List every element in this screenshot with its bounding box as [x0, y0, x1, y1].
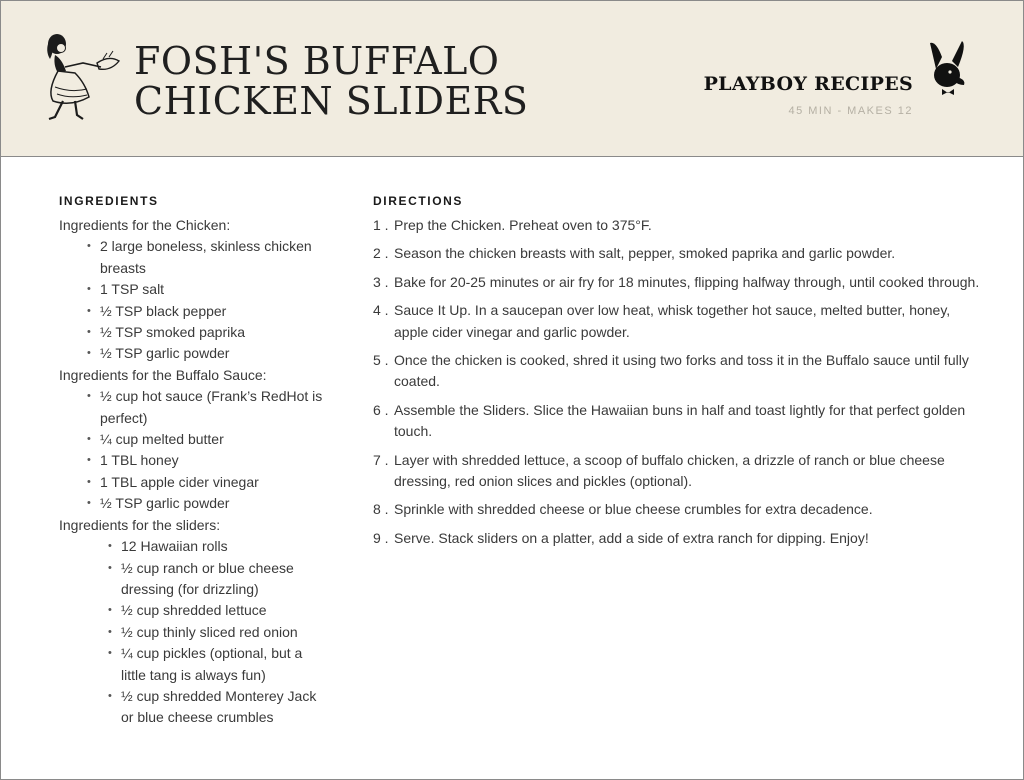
directions-column [373, 194, 988, 556]
ingredient-item: • ½ cup thinly sliced red onion [59, 622, 329, 643]
step-number: 6 . [373, 401, 389, 418]
recipe-meta: 45 MIN - MAKES 12 [788, 105, 913, 117]
recipe-title [134, 41, 528, 121]
ingredient-item: • ½ cup ranch or blue cheese dressing (for drizzling) [59, 558, 329, 601]
step-number: 4 . [373, 302, 389, 319]
step-number: 8 . [373, 501, 389, 518]
step-text: Once the chicken is cooked, shred it using two forks and toss it in the Buffalo sauce until fully coated. [394, 352, 969, 390]
recipe-title-line-2: CHICKEN SLIDERS [134, 79, 529, 123]
ingredient-item: • 2 large boneless, skinless chicken breasts [59, 236, 329, 279]
ingredient-item: • 1 TSP salt [59, 279, 329, 300]
step-text: Assemble the Sliders. Slice the Hawaiian buns in half and toast lightly for that perfect golden touch. [394, 401, 966, 440]
ingredient-item: • ½ cup shredded Monterey Jack or blue cheese crumbles [59, 686, 329, 729]
direction-step [373, 215, 988, 236]
ingredient-group-heading: Ingredients for the sliders: [59, 516, 221, 533]
direction-step [373, 450, 988, 493]
direction-step [373, 499, 988, 520]
recipe-header [1, 1, 1023, 157]
step-number: 9 . [373, 529, 389, 546]
direction-step [373, 300, 988, 343]
playboy-bunny-logo-icon [926, 39, 968, 99]
direction-step [373, 272, 988, 293]
ingredient-item: • ½ TSP black pepper [59, 301, 329, 322]
ingredient-item: • ½ cup hot sauce (Frank’s RedHot is perfect) [59, 386, 329, 429]
step-number: 1 . [373, 217, 389, 233]
ingredients-title: INGREDIENTS [59, 194, 159, 208]
ingredients-column [59, 194, 329, 729]
direction-step [373, 350, 988, 393]
ingredient-group-heading: Ingredients for the Buffalo Sauce: [59, 366, 267, 383]
pinup-chef-illustration-icon [41, 31, 121, 123]
directions-title: DIRECTIONS [373, 194, 464, 208]
ingredient-item: • 12 Hawaiian rolls [59, 536, 329, 557]
brand-name: PLAYBOY RECIPES [703, 73, 913, 95]
step-text: Bake for 20-25 minutes or air fry for 18 minutes, flipping halfway through, until cooked through. [394, 273, 980, 290]
ingredient-item: • ½ cup shredded lettuce [59, 600, 329, 621]
ingredient-list [59, 236, 329, 364]
step-text: Layer with shredded lettuce, a scoop of buffalo chicken, a drizzle of ranch or blue cheese dressing, red onion slices and pickles (optional). [394, 451, 945, 490]
ingredient-item: • 1 TBL apple cider vinegar [59, 472, 329, 493]
direction-step [373, 528, 988, 549]
step-text: Serve. Stack sliders on a platter, add a side of extra ranch for dipping. Enjoy! [394, 529, 869, 546]
ingredient-item: • ½ TSP garlic powder [59, 493, 329, 514]
ingredient-item: • ¼ cup melted butter [59, 429, 329, 450]
ingredient-item: • 1 TBL honey [59, 450, 329, 471]
recipe-title-line-1: FOSH'S BUFFALO [134, 39, 500, 83]
step-number: 2 . [373, 245, 389, 262]
direction-step [373, 400, 988, 443]
step-text: Sprinkle with shredded cheese or blue cheese crumbles for extra decadence. [394, 501, 873, 518]
ingredient-item: • ½ TSP garlic powder [59, 343, 329, 364]
step-number: 3 . [373, 273, 389, 290]
step-text: Season the chicken breasts with salt, pepper, smoked paprika and garlic powder. [394, 245, 896, 262]
step-number: 5 . [373, 352, 389, 369]
ingredient-item: • ¼ cup pickles (optional, but a little tang is always fun) [59, 643, 329, 686]
step-text: Prep the Chicken. Preheat oven to 375°F. [394, 217, 652, 233]
ingredient-item: • ½ TSP smoked paprika [59, 322, 329, 343]
ingredient-group-heading: Ingredients for the Chicken: [59, 217, 231, 233]
step-number: 7 . [373, 451, 389, 468]
ingredient-list [59, 536, 329, 729]
ingredient-list [59, 386, 329, 514]
directions-list [373, 215, 988, 549]
direction-step [373, 243, 988, 264]
step-text: Sauce It Up. In a saucepan over low heat, whisk together hot sauce, melted butter, honey, apple cider vinegar and garlic powder. [394, 302, 951, 340]
